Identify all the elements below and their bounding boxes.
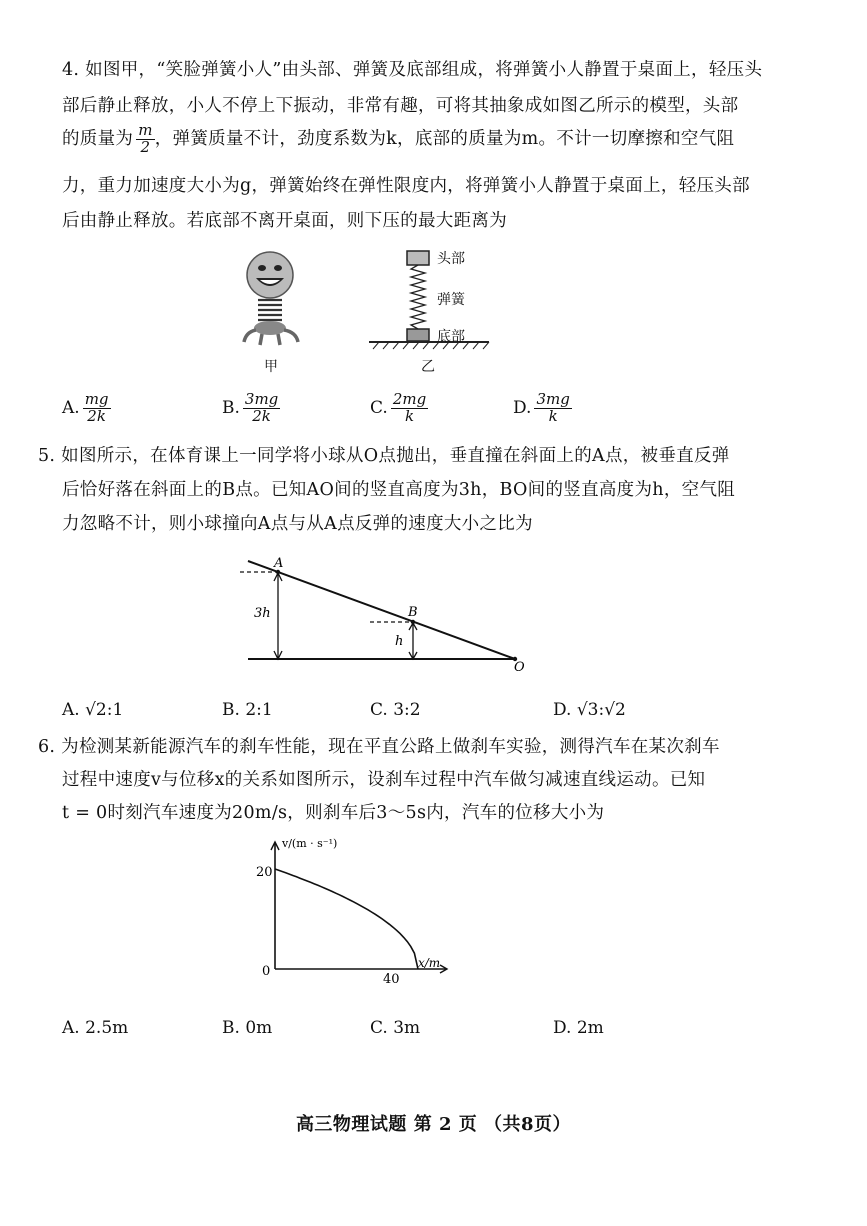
option-text: √3:√2 [576, 700, 626, 720]
frac-num: 3mg [536, 390, 570, 408]
label-b: B [408, 605, 418, 620]
q6-option-d [553, 1018, 604, 1038]
frac-num: mg [84, 390, 109, 408]
q5-line-2: 后恰好落在斜面上的B点。已知AO间的竖直高度为3h，BO间的竖直高度为h，空气阻 [62, 480, 736, 500]
graph-origin: 0 [262, 964, 271, 979]
q5-option-b [222, 700, 273, 720]
option-fraction [243, 392, 280, 425]
q6-option-c [370, 1018, 420, 1038]
graph-xlabel: x/m [418, 956, 441, 970]
option-letter: A. [62, 1018, 80, 1038]
option-text: 3:2 [393, 700, 421, 720]
option-fraction [534, 392, 571, 425]
smiley-spring-figure [232, 250, 312, 350]
fig-label-jia: 甲 [264, 359, 278, 375]
q4-line-5: 后由静止释放。若底部不离开桌面，则下压的最大距离为 [62, 211, 507, 231]
velocity-displacement-graph [250, 835, 470, 990]
fig-label-head: 头部 [437, 251, 465, 267]
option-fraction [83, 392, 111, 425]
graph-x-tick: 40 [383, 972, 400, 987]
frac-num: 3mg [244, 390, 279, 408]
label-a: A [274, 556, 284, 571]
q5-option-c [370, 700, 421, 720]
q5-option-a [62, 700, 123, 720]
page-footer: 高三物理试题 第 2 页 （共8页） [295, 1114, 572, 1135]
q6-option-b [222, 1018, 272, 1038]
option-letter: A. [62, 397, 80, 418]
frac-num: m [138, 121, 153, 139]
vx-curve [275, 869, 418, 969]
option-letter: C. [370, 1018, 388, 1038]
option-letter: B. [222, 1018, 240, 1038]
option-text: √2:1 [85, 700, 124, 720]
frac-den: 2 [140, 137, 151, 156]
q4-option-a [62, 392, 111, 425]
q6-line-2: 过程中速度v与位移x的关系如图所示，设刹车过程中汽车做匀减速直线运动。已知 [62, 770, 706, 790]
option-text: 2.5m [85, 1018, 129, 1038]
option-letter: C. [370, 397, 388, 418]
q5-line-1: 5. 如图所示，在体育课上一同学将小球从O点抛出，垂直撞在斜面上的A点，被垂直反弹 [38, 446, 730, 466]
label-3h: 3h [254, 606, 271, 621]
option-letter: B. [222, 397, 240, 418]
label-h: h [395, 634, 404, 649]
graph-ylabel: v/(m · s⁻¹) [282, 837, 338, 850]
frac-den: k [548, 406, 558, 425]
q4-line-4: 力，重力加速度大小为g，弹簧始终在弹性限度内，将弹簧小人静置于桌面上，轻压头部 [62, 176, 750, 196]
q6-option-a [62, 1018, 128, 1038]
graph-y-tick: 20 [256, 865, 273, 880]
spring-model-figure [365, 245, 495, 355]
q4-line-3 [62, 123, 734, 156]
q4-line-1: 4. 如图甲，“笑脸弹簧小人”由头部、弹簧及底部组成，将弹簧小人静置于桌面上，轻压头 [62, 60, 763, 80]
option-letter: D. [553, 700, 572, 720]
option-letter: A. [62, 700, 80, 720]
q6-line-1: 6. 为检测某新能源汽车的刹车性能，现在平直公路上做刹车实验，测得汽车在某次刹车 [38, 737, 720, 757]
fig-label-base: 底部 [437, 329, 465, 345]
q4-line-3-end: ，弹簧质量不计，劲度系数为k，底部的质量为m。不计一切摩擦和空气阻 [154, 128, 735, 149]
q5-line-3: 力忽略不计，则小球撞向A点与从A点反弹的速度大小之比为 [62, 514, 533, 534]
q4-option-b [222, 392, 280, 425]
option-text: 0m [245, 1018, 273, 1038]
frac-den: k [404, 406, 415, 425]
q4-line-2: 部后静止释放，小人不停上下振动，非常有趣，可将其抽象成如图乙所示的模型，头部 [62, 96, 739, 116]
option-fraction [391, 392, 428, 425]
label-o: O [514, 660, 525, 673]
option-text: 2:1 [245, 700, 273, 720]
q4-mass-fraction [136, 123, 155, 156]
q6-line-3: t = 0时刻汽车速度为20m/s，则刹车后3～5s内，汽车的位移大小为 [62, 803, 605, 823]
option-letter: D. [513, 397, 532, 418]
incline-figure [230, 553, 530, 673]
q5-option-d [553, 700, 626, 720]
frac-den: 2k [87, 406, 106, 425]
q4-line-3-start: 的质量为 [62, 128, 134, 149]
frac-den: 2k [252, 406, 271, 425]
option-text: 3m [393, 1018, 421, 1038]
option-text: 2m [576, 1018, 604, 1038]
fig-label-spring: 弹簧 [437, 292, 465, 308]
option-letter: D. [553, 1018, 572, 1038]
fig-label-yi: 乙 [421, 359, 435, 375]
option-letter: B. [222, 700, 240, 720]
q4-option-c [370, 392, 428, 425]
frac-num: 2mg [392, 390, 427, 408]
option-letter: C. [370, 700, 388, 720]
q4-option-d [513, 392, 572, 425]
